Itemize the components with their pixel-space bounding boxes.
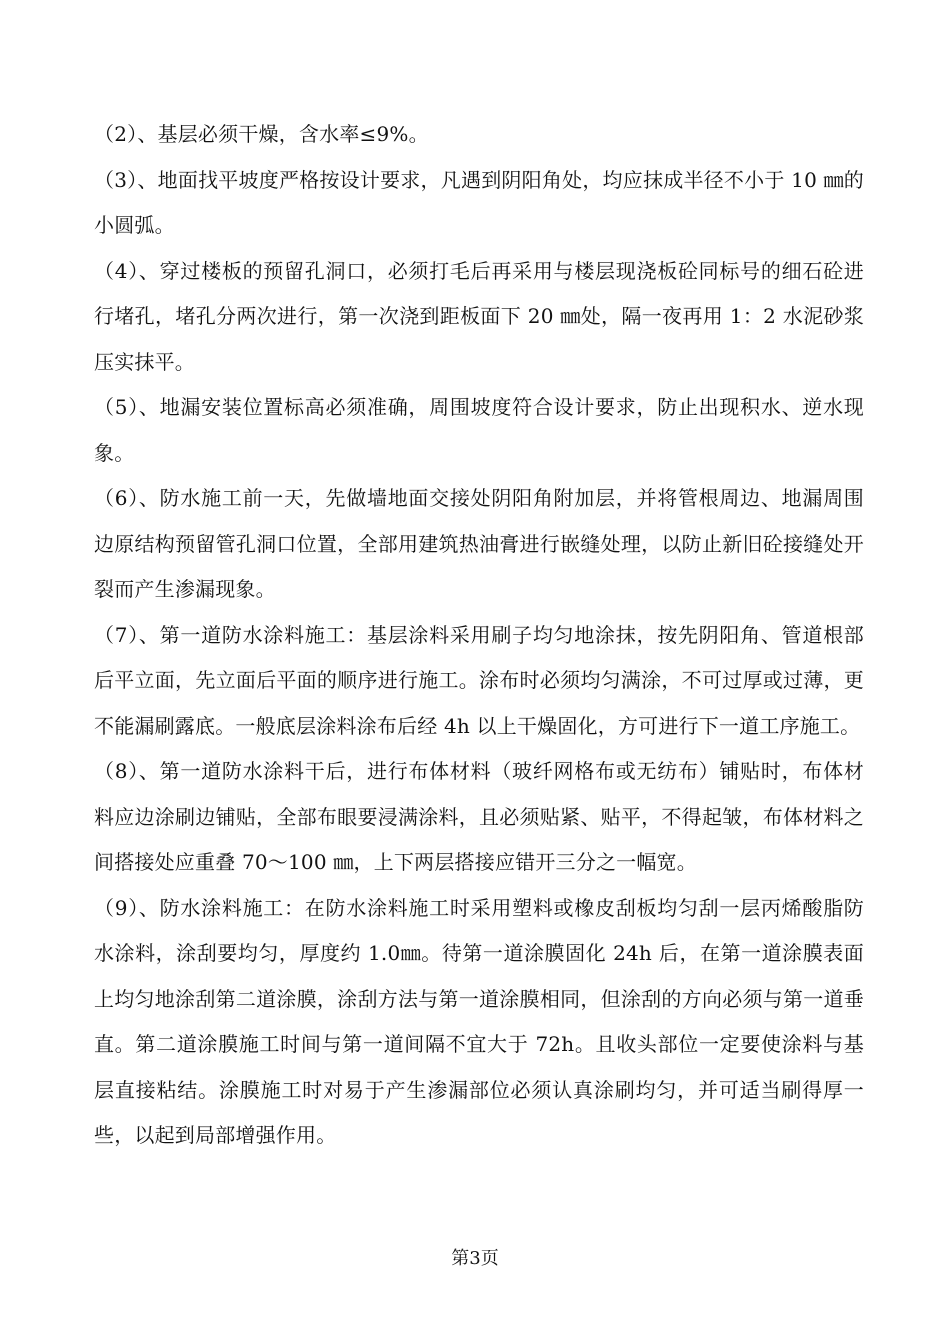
paragraph-item-4: （4）、穿过楼板的预留孔洞口，必须打毛后再采用与楼层现浇板砼同标号的细石砼进行堵孔，堵孔分两次进行，第一次浇到距板面下 20 ㎜处，隔一夜再用 1：2 水泥砂浆压实抹平。 — [94, 258, 864, 374]
paragraph-item-3: （3）、地面找平坡度严格按设计要求，凡遇到阴阳角处，均应抹成半径不小于 10 ㎜的小圆弧。 — [94, 167, 864, 237]
page-number: 第3页 — [451, 1248, 499, 1269]
paragraph-item-9: （9）、防水涂料施工：在防水涂料施工时采用塑料或橡皮刮板均匀刮一层丙烯酸脂防水涂料，涂刮要均匀，厚度约 1.0㎜。待第一道涂膜固化 24h 后，在第一道涂膜表面上均匀地涂刮第二道涂膜，涂刮方法与第一道涂膜相同，但涂刮的方向必须与第一道垂直。第二道涂膜施工时间与第一道间隔不宜大于 72h。且收头部位一定要使涂料与基层直接粘结。涂膜施工时对易于产生渗漏部位必须认真涂刷均匀，并可适当刷得厚一些，以起到局部增强作用。 — [94, 895, 864, 1147]
document-body — [94, 112, 864, 1159]
paragraph-item-5: （5）、地漏安装位置标高必须准确，周围坡度符合设计要求，防止出现积水、逆水现象。 — [94, 395, 864, 465]
paragraph-item-6: （6）、防水施工前一天，先做墙地面交接处阴阳角附加层，并将管根周边、地漏周围边原结构预留管孔洞口位置，全部用建筑热油膏进行嵌缝处理，以防止新旧砼接缝处开裂而产生渗漏现象。 — [94, 486, 864, 601]
paragraph-item-8: （8）、第一道防水涂料干后，进行布体材料（玻纤网格布或无纺布）铺贴时，布体材料应边涂刷边铺贴，全部布眼要浸满涂料，且必须贴紧、贴平，不得起皱，布体材料之间搭接处应重叠 70～100 ㎜，上下两层搭接应错开三分之一幅宽。 — [94, 759, 864, 874]
paragraph-item-2: （2）、基层必须干燥，含水率≤9%。 — [94, 122, 429, 146]
paragraph-item-7: （7）、第一道防水涂料施工：基层涂料采用刷子均匀地涂抹，按先阴阳角、管道根部后平立面，先立面后平面的顺序进行施工。涂布时必须均匀满涂，不可过厚或过薄，更不能漏刷露底。一般底层涂料涂布后经 4h 以上干燥固化，方可进行下一道工序施工。 — [94, 622, 864, 738]
